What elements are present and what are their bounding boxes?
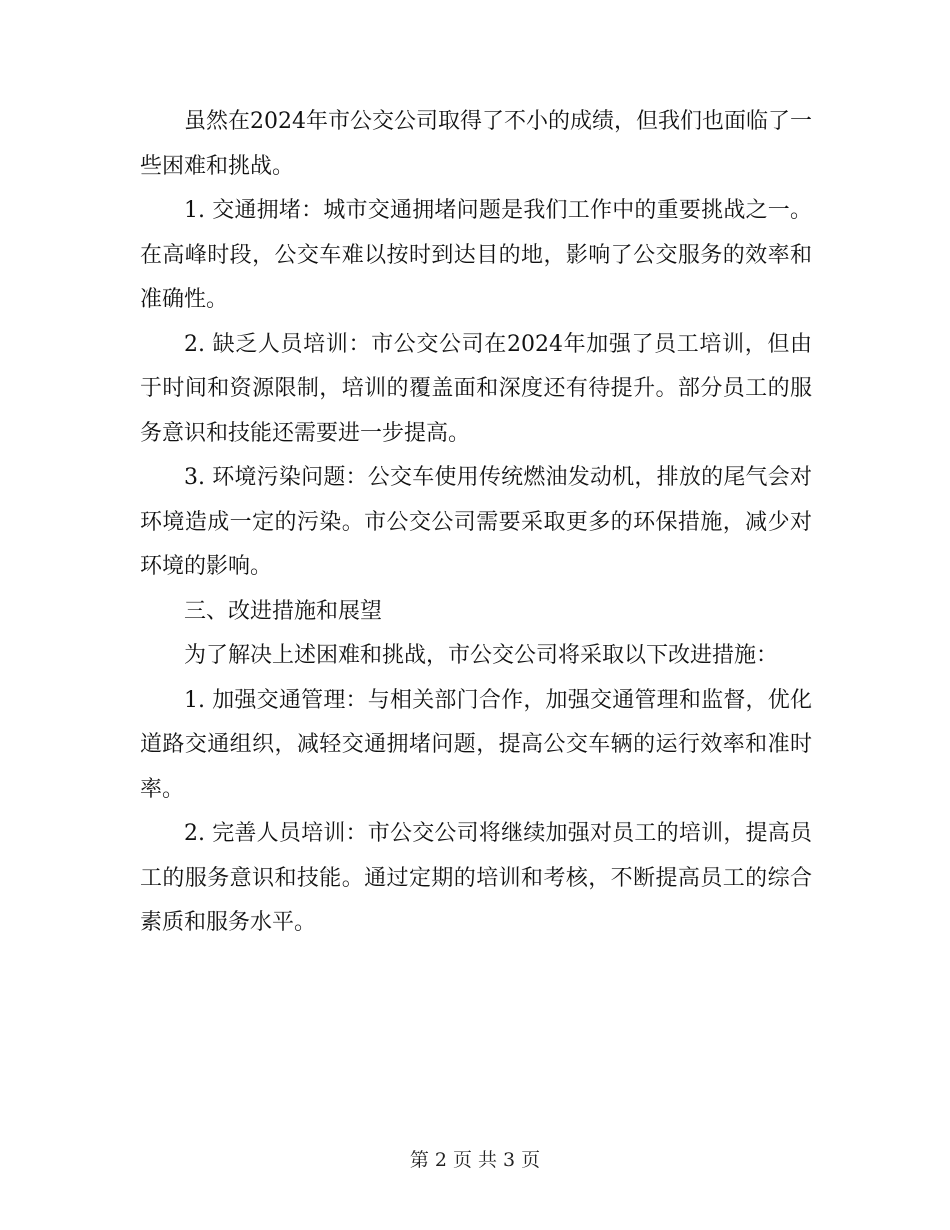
document-body	[140, 100, 812, 946]
paragraph-environmental-pollution: 3. 环境污染问题：公交车使用传统燃油发动机，排放的尾气会对环境造成一定的污染。市公交公司需要采取更多的环保措施，减少对环境的影响。	[140, 465, 812, 579]
paragraph-staff-training-improve: 2. 完善人员培训：市公交公司将继续加强对员工的培训，提高员工的服务意识和技能。通过定期的培训和考核，不断提高员工的综合素质和服务水平。	[140, 821, 812, 935]
paragraph-traffic-management: 1. 加强交通管理：与相关部门合作，加强交通管理和监督，优化道路交通组织，减轻交通拥堵问题，提高公交车辆的运行效率和准时率。	[140, 687, 812, 802]
paragraph-intro: 虽然在2024年市公交公司取得了不小的成绩，但我们也面临了一些困难和挑战。	[140, 109, 812, 179]
paragraph-traffic-congestion: 1. 交通拥堵：城市交通拥堵问题是我们工作中的重要挑战之一。在高峰时段，公交车难以按时到达目的地，影响了公交服务的效率和准确性。	[140, 198, 812, 312]
paragraph-staff-training-lack: 2. 缺乏人员培训：市公交公司在2024年加强了员工培训，但由于时间和资源限制，培训的覆盖面和深度还有待提升。部分员工的服务意识和技能还需要进一步提高。	[140, 331, 812, 446]
page-footer: 第 2 页 共 3 页	[409, 1149, 541, 1171]
section-heading-improvement: 三、改进措施和展望	[184, 598, 383, 624]
paragraph-improvement-intro: 为了解决上述困难和挑战，市公交公司将采取以下改进措施：	[184, 643, 779, 668]
